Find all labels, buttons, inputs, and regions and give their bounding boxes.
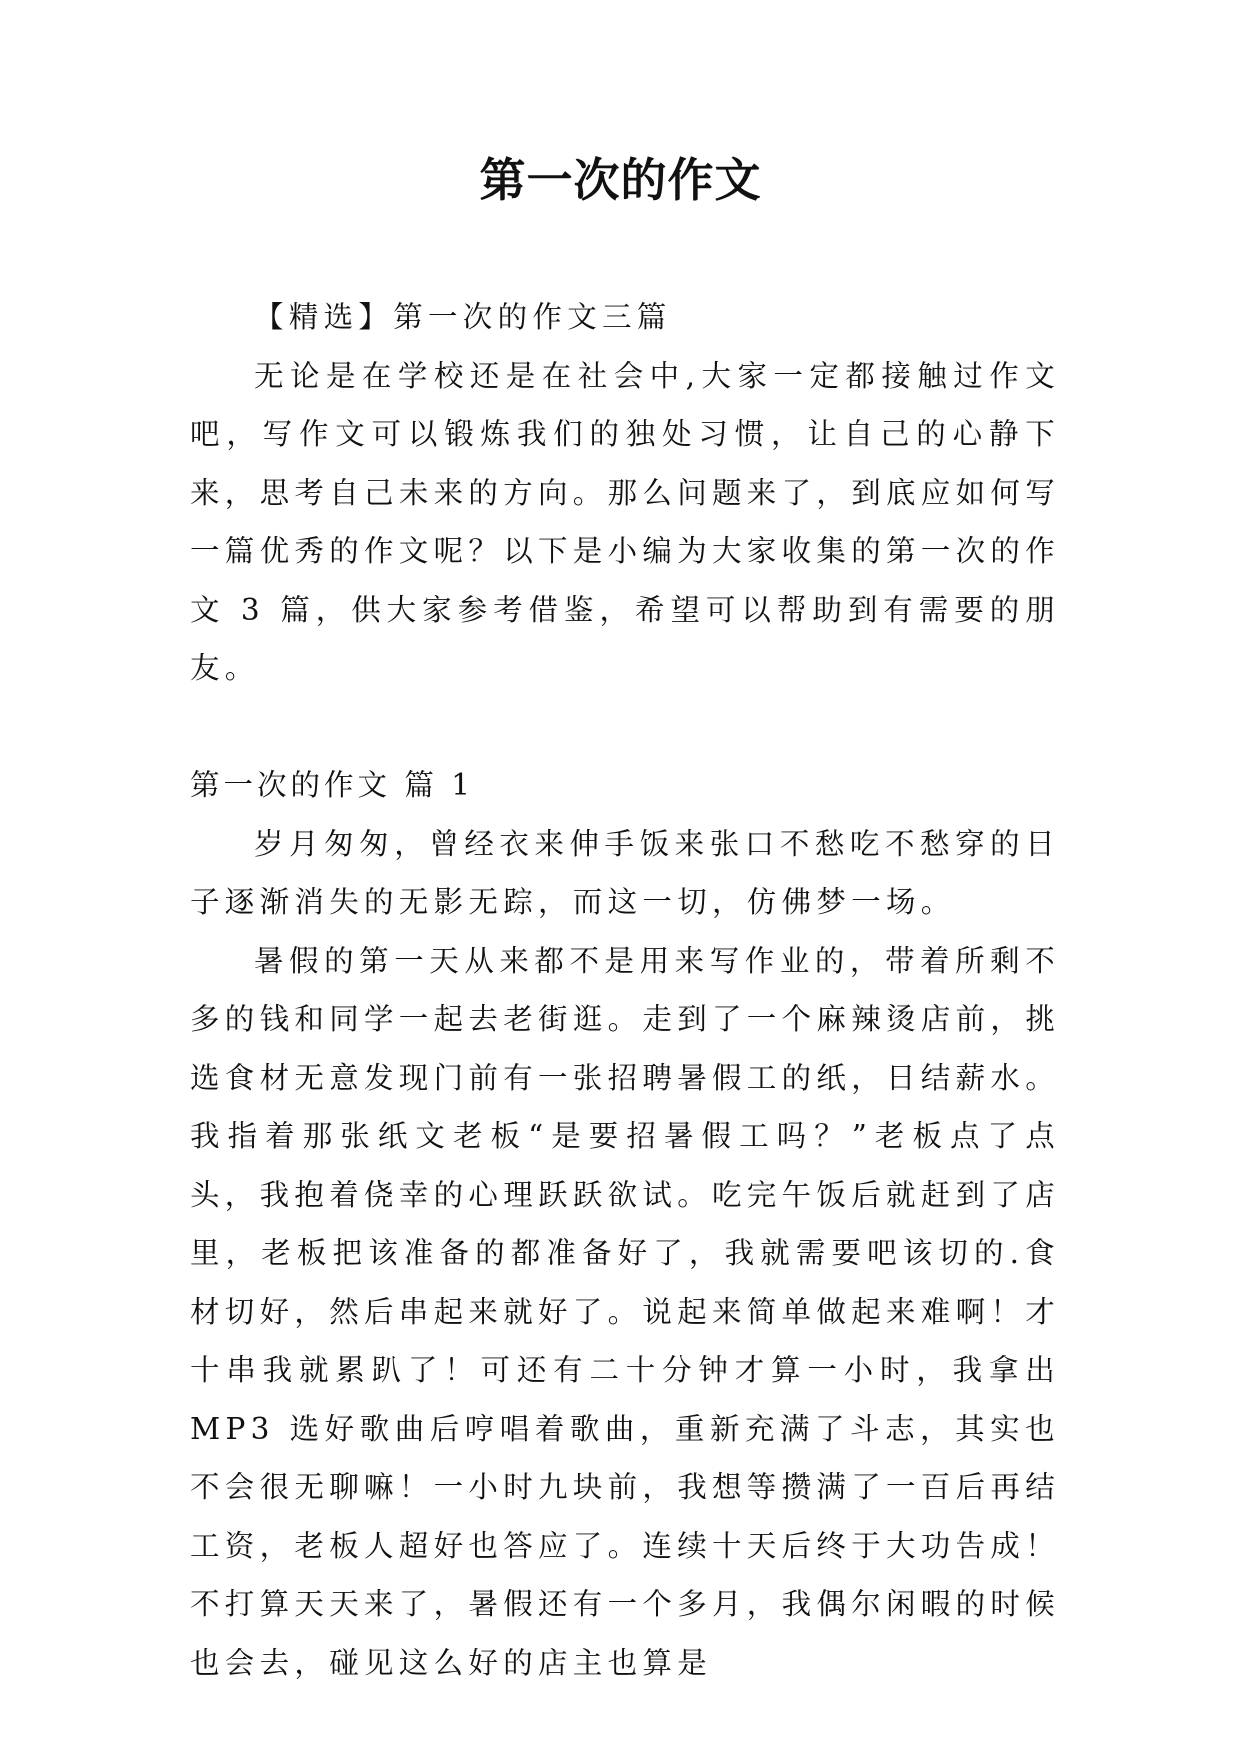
body-paragraph-1: 岁月匆匆，曾经衣来伸手饭来张口不愁吃不愁穿的日子逐渐消失的无影无踪，而这一切，仿佛梦一场。	[190, 826, 1060, 919]
paragraph-gap	[190, 698, 1060, 757]
body-paragraph-2: 暑假的第一天从来都不是用来写作业的，带着所剩不多的钱和同学一起去老街逛。走到了一个麻辣烫店前，挑选食材无意发现门前有一张招聘暑假工的纸，日结薪水。我指着那张纸文老板“是要招暑假工吗？”老板点了点头，我抱着侥幸的心理跃跃欲试。吃完午饭后就赶到了店里，老板把该准备的都准备好了，我就需要吧该切的.食材切好，然后串起来就好了。说起来简单做起来难啊！才十串我就累趴了！可还有二十分钟才算一小时，我拿出 MP3 选好歌曲后哼唱着歌曲，重新充满了斗志，其实也不会很无聊嘛！一小时九块前，我想等攒满了一百后再结工资，老板人超好也答应了。连续十天后终于大功告成！不打算天天来了，暑假还有一个多月，我偶尔闲暇的时候也会去，碰见这么好的店主也算是	[190, 943, 1061, 1680]
intro-paragraph: 无论是在学校还是在社会中,大家一定都接触过作文吧，写作文可以锻炼我们的独处习惯，让自己的心静下来，思考自己未来的方向。那么问题来了，到底应如何写一篇优秀的作文呢？以下是小编为大家收集的第一次的作文 3 篇，供大家参考借鉴，希望可以帮助到有需要的朋友。	[190, 358, 1061, 685]
document-subheading: 【精选】第一次的作文三篇	[254, 300, 672, 334]
section-title: 第一次的作文 篇 1	[190, 768, 475, 802]
document-body	[190, 288, 1060, 1692]
document-title: 第一次的作文	[479, 153, 762, 207]
